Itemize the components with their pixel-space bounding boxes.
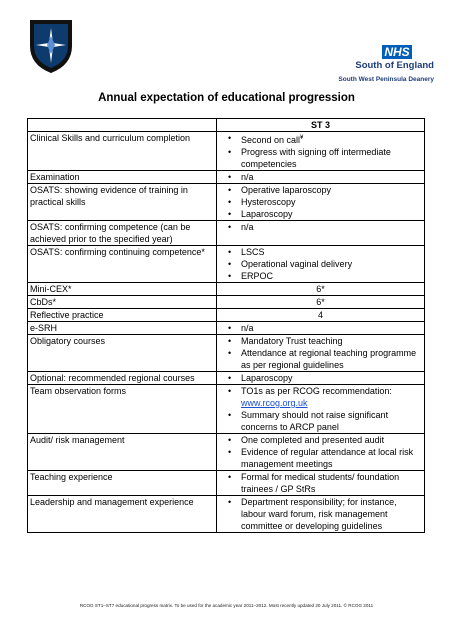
table-row xyxy=(28,296,425,309)
table-row xyxy=(28,496,425,533)
list-item: • LSCS xyxy=(219,246,422,258)
row-value: 6* xyxy=(217,283,425,296)
table-row xyxy=(28,434,425,471)
table-header-row xyxy=(28,119,425,132)
list-item: • n/a xyxy=(219,221,422,233)
row-label: Mini-CEX* xyxy=(28,283,217,296)
page-footer: RCOG ST1–ST7 educational progress matrix. To be used for the academic year 2011–2012. Most recently updated 20 July 2011. © RCOG 2011 xyxy=(79,603,374,608)
list-item: • n/a xyxy=(219,171,422,183)
list-item: • Hysteroscopy xyxy=(219,196,422,208)
row-label: Team observation forms xyxy=(28,385,217,434)
row-label: e-SRH xyxy=(28,322,217,335)
row-label: Obligatory courses xyxy=(28,335,217,372)
row-label: Leadership and management experience xyxy=(28,496,217,533)
table-row xyxy=(28,335,425,372)
row-label: OSATS: showing evidence of training in practical skills xyxy=(28,184,217,221)
row-label: Teaching experience xyxy=(28,471,217,496)
deanery-shield-logo xyxy=(29,18,73,74)
row-content xyxy=(217,434,425,471)
footnote-mark: ¥ xyxy=(300,135,304,141)
list-item: • Formal for medical students/ foundation trainees / GP StRs xyxy=(219,471,422,495)
row-content xyxy=(217,335,425,372)
deanery-name: South West Peninsula Deanery xyxy=(338,76,434,83)
row-content xyxy=(217,385,425,434)
table-row xyxy=(28,184,425,221)
row-label: CbDs* xyxy=(28,296,217,309)
table-row xyxy=(28,283,425,296)
row-label: Reflective practice xyxy=(28,309,217,322)
list-item: • Operational vaginal delivery xyxy=(219,258,422,270)
table-row xyxy=(28,372,425,385)
row-content xyxy=(217,221,425,246)
table-row xyxy=(28,246,425,283)
row-value: 6* xyxy=(217,296,425,309)
table-row xyxy=(28,322,425,335)
row-content xyxy=(217,171,425,184)
table-row xyxy=(28,221,425,246)
table-row xyxy=(28,132,425,171)
list-item: • ERPOC xyxy=(219,270,422,282)
row-label: OSATS: confirming competence (can be achieved prior to the specified year) xyxy=(28,221,217,246)
list-item: • Evidence of regular attendance at local risk management meetings xyxy=(219,446,422,470)
table-row xyxy=(28,171,425,184)
region-name: South of England xyxy=(355,60,434,71)
nhs-logo: NHS xyxy=(382,45,412,59)
row-label: Clinical Skills and curriculum completion xyxy=(28,132,217,171)
row-content xyxy=(217,496,425,533)
page-title: Annual expectation of educational progression xyxy=(98,92,355,104)
list-item: • Laparoscopy xyxy=(219,208,422,220)
column-header-st3: ST 3 xyxy=(217,119,425,132)
row-label: Optional: recommended regional courses xyxy=(28,372,217,385)
rcog-link[interactable]: www.rcog.org.uk xyxy=(241,398,308,408)
list-item: • Attendance at regional teaching programme as per regional guidelines xyxy=(219,347,422,371)
row-label: Audit/ risk management xyxy=(28,434,217,471)
list-item: • n/a xyxy=(219,322,422,334)
row-label: Examination xyxy=(28,171,217,184)
row-content xyxy=(217,471,425,496)
row-content xyxy=(217,322,425,335)
list-item: • TO1s as per RCOG recommendation: www.rcog.org.uk xyxy=(219,385,422,409)
row-content xyxy=(217,132,425,171)
row-content xyxy=(217,184,425,221)
table-row xyxy=(28,385,425,434)
list-item: • One completed and presented audit xyxy=(219,434,422,446)
table-row xyxy=(28,471,425,496)
row-content xyxy=(217,372,425,385)
row-value: 4 xyxy=(217,309,425,322)
list-item: • Summary should not raise significant concerns to ARCP panel xyxy=(219,409,422,433)
row-label: OSATS: confirming continuing competence* xyxy=(28,246,217,283)
row-content xyxy=(217,246,425,283)
list-item: • Operative laparoscopy xyxy=(219,184,422,196)
list-item: • Progress with signing off intermediate competencies xyxy=(219,146,422,170)
list-item: • Department responsibility; for instance, labour ward forum, risk management committee or developing guidelines xyxy=(219,496,422,532)
progression-table xyxy=(27,118,425,533)
list-item: • Second on call¥ xyxy=(219,132,422,146)
list-item: • Mandatory Trust teaching xyxy=(219,335,422,347)
list-item: • Laparoscopy xyxy=(219,372,422,384)
header-empty-cell xyxy=(28,119,217,132)
table-row xyxy=(28,309,425,322)
